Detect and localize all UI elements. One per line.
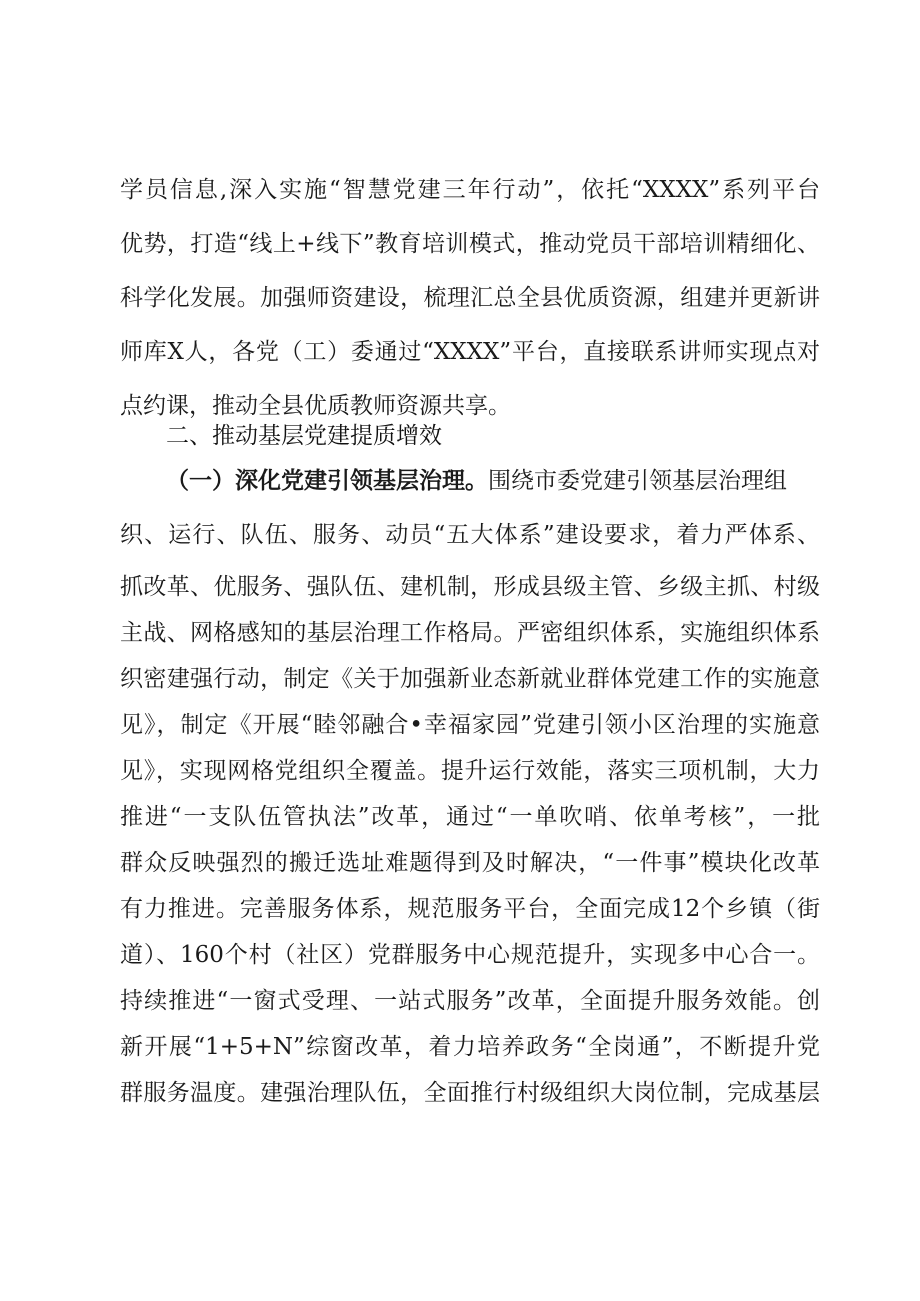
body-line-16: 有力推进。完善服务体系，规范服务平台，全面完成12个乡镇（街 xyxy=(120,896,820,922)
body-line-5: 点约课，推动全县优质教师资源共享。 xyxy=(120,393,511,419)
subsection-paragraph-first-line xyxy=(166,466,820,496)
subsection-heading: （一）深化党建引领基层治理。 xyxy=(166,467,488,494)
body-line-9: 抓改革、优服务、强队伍、建机制，形成县级主管、乡级主抓、村级 xyxy=(120,574,820,600)
section-heading: 二、推动基层党建提质增效 xyxy=(166,423,442,449)
body-line-2: 优势，打造“线上+线下”教育培训模式，推动党员干部培训精细化、 xyxy=(120,231,820,257)
body-line-20: 群服务温度。建强治理队伍，全面推行村级组织大岗位制，完成基层 xyxy=(120,1080,820,1106)
body-line-15: 群众反映强烈的搬迁选址难题得到及时解决，“一件事”模块化改革 xyxy=(120,850,820,876)
body-line-7: 围绕市委党建引领基层治理组 xyxy=(488,468,787,494)
body-line-1: 学员信息,深入实施“智慧党建三年行动”，依托“XXXX”系列平台 xyxy=(120,177,820,203)
body-line-4: 师库X人，各党（工）委通过“XXXX”平台，直接联系讲师实现点对 xyxy=(120,339,820,365)
body-line-11: 织密建强行动，制定《关于加强新业态新就业群体党建工作的实施意 xyxy=(120,666,820,692)
body-line-8: 织、运行、队伍、服务、动员“五大体系”建设要求，着力严体系、 xyxy=(120,522,820,548)
body-line-17: 道）、160个村（社区）党群服务中心规范提升，实现多中心合一。 xyxy=(120,942,820,968)
body-line-19: 新开展“1+5+N”综窗改革，着力培养政务“全岗通”，不断提升党 xyxy=(120,1034,820,1060)
body-line-18: 持续推进“一窗式受理、一站式服务”改革，全面提升服务效能。创 xyxy=(120,988,820,1014)
body-line-12: 见》，制定《开展“睦邻融合•幸福家园”党建引领小区治理的实施意 xyxy=(120,712,820,738)
body-line-14: 推进“一支队伍管执法”改革，通过“一单吹哨、依单考核”，一批 xyxy=(120,804,820,830)
body-line-3: 科学化发展。加强师资建设，梳理汇总全县优质资源，组建并更新讲 xyxy=(120,285,820,311)
body-line-13: 见》，实现网格党组织全覆盖。提升运行效能，落实三项机制，大力 xyxy=(120,758,820,784)
body-line-10: 主战、网格感知的基层治理工作格局。严密组织体系，实施组织体系 xyxy=(120,620,820,646)
